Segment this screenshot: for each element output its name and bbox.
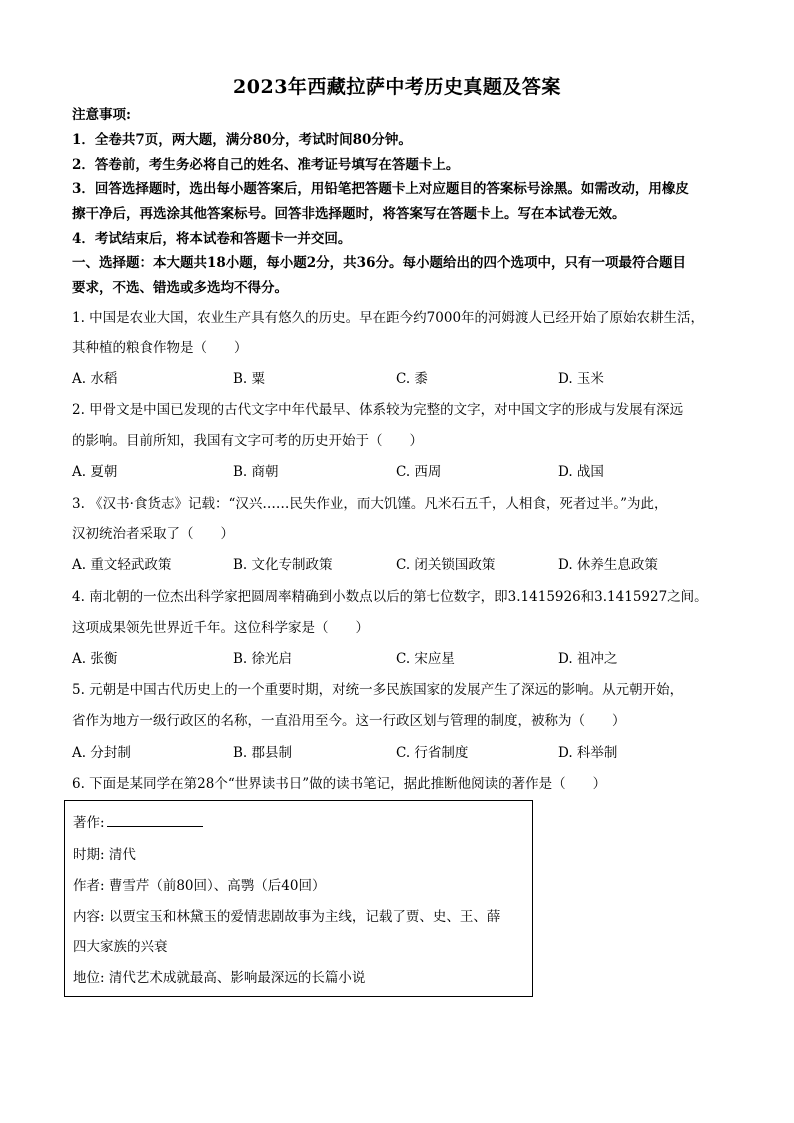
question-2-text: 2. 甲骨文是中国已发现的古代文字中年代最早、体系较为完整的文字，对中国文字的形成与发展有深远 xyxy=(72,402,684,418)
question-2-text-cont: 的影响。目前所知，我国有文字可考的历史开始于（ ） xyxy=(72,433,423,449)
q4-option-c: C. 宋应星 xyxy=(396,651,455,667)
section-heading-cont: 要求，不选、错选或多选均不得分。 xyxy=(72,280,288,296)
q4-option-d: D. 祖冲之 xyxy=(558,651,618,667)
question-4-text-cont: 这项成果领先世界近千年。这位科学家是（ ） xyxy=(72,620,369,636)
q2-option-d: D. 战国 xyxy=(558,464,604,480)
q4-option-b: B. 徐光启 xyxy=(233,651,293,667)
question-3-text: 3. 《汉书·食货志》记载：“汉兴……民失作业，而大饥馑。凡米石五千，人相食，死者过半。”为此， xyxy=(72,496,668,512)
note-work-label: 著作: xyxy=(73,815,105,831)
question-6-text: 6. 下面是某同学在第28个“世界读书日”做的读书笔记，据此推断他阅读的著作是（ ） xyxy=(72,776,607,792)
question-1-text-cont: 其种植的粮食作物是（ ） xyxy=(72,340,248,356)
note-work-blank xyxy=(107,813,203,827)
section-heading: 一、选择题：本大题共18小题，每小题2分，共36分。每小题给出的四个选项中，只有一项最符合题目 xyxy=(72,255,686,271)
note-content: 内容: 以贾宝玉和林黛玉的爱情悲剧故事为主线，记载了贾、史、王、薛 xyxy=(73,909,501,925)
q2-option-b: B. 商朝 xyxy=(233,464,279,480)
page-title: 2023年西藏拉萨中考历史真题及答案 xyxy=(233,76,561,98)
question-5-text-cont: 省作为地方一级行政区的名称，一直沿用至今。这一行政区划与管理的制度，被称为（ ） xyxy=(72,713,626,729)
note-author: 作者: 曹雪芹（前80回）、高鹗（后40回） xyxy=(73,878,326,894)
note-period: 时期: 清代 xyxy=(73,847,136,863)
notes-item: 1．全卷共7页，两大题，满分80分，考试时间80分钟。 xyxy=(72,132,412,148)
q3-option-a: A. 重文轻武政策 xyxy=(72,557,172,573)
notes-item: 2．答卷前，考生务必将自己的姓名、准考证号填写在答题卡上。 xyxy=(72,157,460,173)
q2-option-a: A. 夏朝 xyxy=(72,464,118,480)
note-content-cont: 四大家族的兴衰 xyxy=(73,939,168,955)
q5-option-b: B. 郡县制 xyxy=(233,745,293,761)
notes-item: 3．回答选择题时，选出每小题答案后，用铅笔把答题卡上对应题目的答案标号涂黑。如需改动，用橡皮 xyxy=(72,181,689,197)
q3-option-b: B. 文化专制政策 xyxy=(233,557,333,573)
q5-option-a: A. 分封制 xyxy=(72,745,131,761)
question-4-text: 4. 南北朝的一位杰出科学家把圆周率精确到小数点以后的第七位数字，即3.1415926和3.1415927之间。 xyxy=(72,589,708,605)
note-work-row xyxy=(73,813,203,832)
question-1-text: 1. 中国是农业大国，农业生产具有悠久的历史。早在距今约7000年的河姆渡人已经开始了原始农耕生活， xyxy=(72,310,705,326)
q1-option-b: B. 粟 xyxy=(233,371,266,387)
question-5-text: 5. 元朝是中国古代历史上的一个重要时期，对统一多民族国家的发展产生了深远的影响。从元朝开始， xyxy=(72,682,684,698)
q2-option-c: C. 西周 xyxy=(396,464,442,480)
q4-option-a: A. 张衡 xyxy=(72,651,118,667)
q1-option-d: D. 玉米 xyxy=(558,371,604,387)
q1-option-a: A. 水稻 xyxy=(72,371,118,387)
q1-option-c: C. 黍 xyxy=(396,371,428,387)
question-3-text-cont: 汉初统治者采取了（ ） xyxy=(72,526,234,542)
q5-option-c: C. 行省制度 xyxy=(396,745,469,761)
notes-item: 擦干净后，再选涂其他答案标号。回答非选择题时，将答案写在答题卡上。写在本试卷无效。 xyxy=(72,206,626,222)
q3-option-d: D. 休养生息政策 xyxy=(558,557,658,573)
q3-option-c: C. 闭关锁国政策 xyxy=(396,557,496,573)
notes-heading: 注意事项: xyxy=(72,107,131,123)
q5-option-d: D. 科举制 xyxy=(558,745,618,761)
reading-note-box xyxy=(64,800,533,997)
note-status: 地位: 清代艺术成就最高、影响最深远的长篇小说 xyxy=(73,970,366,986)
notes-item: 4．考试结束后，将本试卷和答题卡一并交回。 xyxy=(72,231,352,247)
